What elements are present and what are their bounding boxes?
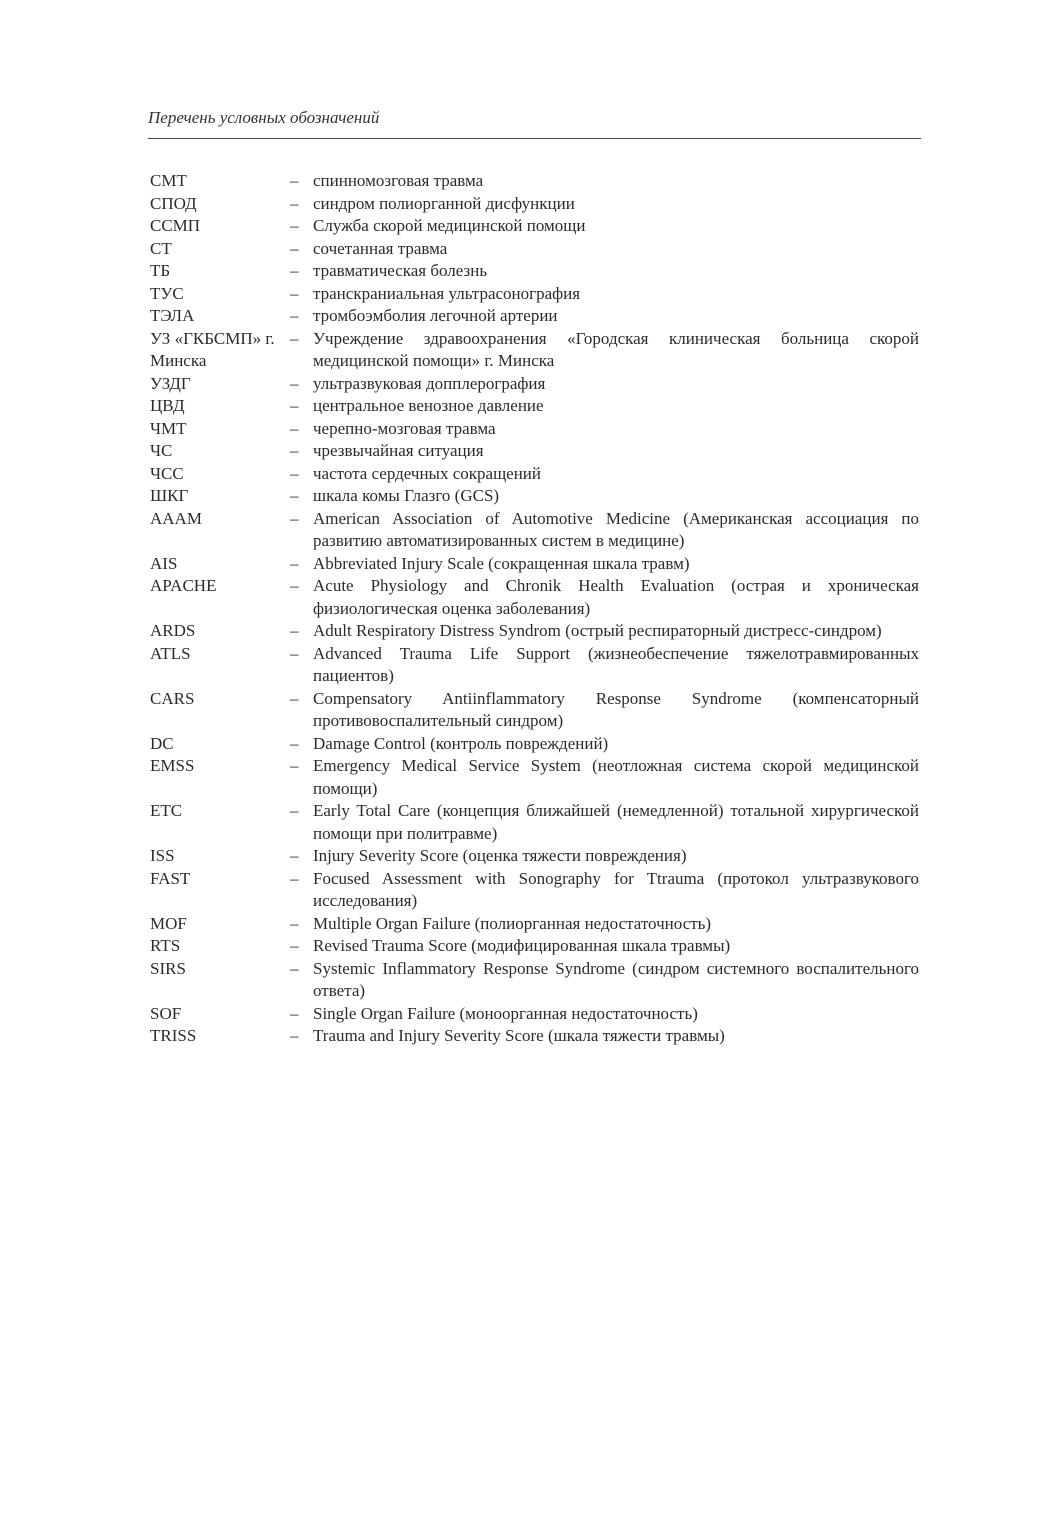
abbreviation-row	[150, 688, 919, 733]
abbreviation-dash: –	[290, 1003, 299, 1023]
abbreviation-row	[150, 755, 919, 800]
abbreviation-definition: Adult Respiratory Distress Syndrom (острый респираторный дистресс-синдром)	[313, 621, 882, 640]
abbreviation-term: EMSS	[150, 756, 195, 775]
abbreviation-term: СТ	[150, 238, 172, 258]
abbreviation-definition: Учреждение здравоохранения «Городская клиническая больница скорой медицинской помощи» г. Минска	[313, 328, 919, 370]
abbreviation-dash: –	[290, 396, 299, 415]
abbreviation-row	[150, 958, 919, 1003]
abbreviation-row	[150, 553, 919, 576]
abbreviation-definition: Trauma and Injury Severity Score (шкала тяжести травмы)	[313, 1026, 725, 1045]
abbreviation-dash: –	[290, 193, 299, 213]
abbreviation-definition: Damage Control (контроль повреждений)	[313, 733, 609, 753]
abbreviation-dash: –	[290, 171, 299, 190]
abbreviation-definition: транскраниальная ультрасонография	[313, 283, 581, 303]
abbreviation-definition: спинномозговая травма	[313, 171, 484, 190]
abbreviation-definition: сочетанная травма	[313, 238, 448, 258]
abbreviation-dash: –	[290, 261, 299, 280]
abbreviation-term: УЗДГ	[150, 373, 191, 393]
abbreviation-definition: черепно-мозговая травма	[313, 418, 496, 438]
abbreviation-row	[150, 328, 919, 373]
abbreviation-term: ТУС	[150, 283, 184, 303]
abbreviation-row	[150, 643, 919, 688]
abbreviation-dash: –	[290, 216, 299, 235]
abbreviation-definition: Systemic Inflammatory Response Syndrome (синдром системного воспалительного ответа)	[313, 958, 919, 1000]
abbreviation-definition: чрезвычайная ситуация	[313, 441, 484, 460]
abbreviation-term: ETC	[150, 801, 183, 820]
abbreviation-row	[150, 238, 919, 261]
abbreviation-dash: –	[290, 801, 299, 820]
abbreviation-term: FAST	[150, 868, 191, 888]
abbreviation-dash: –	[290, 733, 299, 753]
abbreviation-row	[150, 1003, 919, 1026]
abbreviation-definition: Injury Severity Score (оценка тяжести повреждения)	[313, 846, 687, 865]
abbreviation-term: ISS	[150, 846, 175, 865]
abbreviation-definition: центральное венозное давление	[313, 396, 544, 415]
abbreviation-dash: –	[290, 373, 299, 393]
abbreviation-row	[150, 193, 919, 216]
abbreviation-dash: –	[290, 936, 299, 955]
abbreviation-row	[150, 373, 919, 396]
abbreviation-row	[150, 215, 919, 238]
abbreviation-term: ТБ	[150, 261, 171, 280]
abbreviation-definition: Focused Assessment with Sonography for Ttrauma (протокол ультразвукового исследования)	[313, 868, 919, 910]
abbreviation-row	[150, 935, 919, 958]
abbreviation-definition: American Association of Automotive Medicine (Американская ассоциация по развитию автоматизированных систем в медицине)	[313, 508, 919, 550]
abbreviation-dash: –	[290, 688, 299, 708]
abbreviation-dash: –	[290, 508, 299, 528]
abbreviation-dash: –	[290, 553, 299, 573]
abbreviation-definition: ультразвуковая допплерография	[313, 373, 546, 393]
abbreviation-definition: Acute Physiology and Chronik Health Evaluation (острая и хроническая физиологическая оценка заболевания)	[313, 576, 919, 618]
abbreviation-row	[150, 485, 919, 508]
abbreviation-definition: тромбоэмболия легочной артерии	[313, 306, 558, 325]
abbreviation-term: RTS	[150, 936, 181, 955]
abbreviation-term: CARS	[150, 688, 195, 708]
abbreviation-list	[150, 170, 919, 1048]
abbreviation-term: MOF	[150, 913, 187, 933]
abbreviation-definition: Emergency Medical Service System (неотложная система скорой медицинской помощи)	[313, 756, 919, 798]
abbreviation-term: СПОД	[150, 193, 197, 213]
abbreviation-dash: –	[290, 441, 299, 460]
abbreviation-row	[150, 1025, 919, 1048]
abbreviation-definition: Compensatory Antiinflammatory Response Syndrome (компенсаторный противовоспалительный синдром)	[313, 688, 919, 730]
abbreviation-term: ARDS	[150, 621, 196, 640]
abbreviation-definition: Early Total Care (концепция ближайшей (немедленной) тотальной хирургической помощи при политравме)	[313, 801, 919, 843]
header-divider	[148, 138, 921, 139]
abbreviation-row	[150, 283, 919, 306]
abbreviation-term: APACHE	[150, 576, 217, 595]
abbreviation-term: DC	[150, 733, 174, 753]
abbreviation-row	[150, 170, 919, 193]
abbreviation-row	[150, 733, 919, 756]
abbreviation-row	[150, 800, 919, 845]
abbreviation-term: СМТ	[150, 171, 187, 190]
abbreviation-dash: –	[290, 486, 299, 505]
abbreviation-term: ATLS	[150, 643, 191, 663]
abbreviation-term: ШКГ	[150, 486, 189, 505]
abbreviation-term: SIRS	[150, 958, 186, 978]
abbreviation-definition: Abbreviated Injury Scale (сокращенная шкала травм)	[313, 553, 690, 573]
abbreviation-row	[150, 305, 919, 328]
abbreviation-definition: Служба скорой медицинской помощи	[313, 216, 586, 235]
abbreviation-term: ЧМТ	[150, 418, 187, 438]
abbreviation-dash: –	[290, 576, 299, 595]
abbreviation-dash: –	[290, 643, 299, 663]
abbreviation-definition: Single Organ Failure (моноорганная недостаточность)	[313, 1003, 698, 1023]
abbreviation-definition: частота сердечных сокращений	[313, 463, 541, 483]
abbreviation-dash: –	[290, 756, 299, 775]
abbreviation-dash: –	[290, 621, 299, 640]
abbreviation-dash: –	[290, 328, 299, 348]
abbreviation-row	[150, 868, 919, 913]
abbreviation-term: AAAM	[150, 508, 202, 528]
abbreviation-definition: синдром полиорганной дисфункции	[313, 193, 575, 213]
abbreviation-dash: –	[290, 958, 299, 978]
abbreviation-term: ССМП	[150, 216, 201, 235]
abbreviation-row	[150, 575, 919, 620]
abbreviation-definition: Revised Trauma Score (модифицированная шкала травмы)	[313, 936, 731, 955]
abbreviation-term: ЧСС	[150, 463, 184, 483]
abbreviation-term: AIS	[150, 553, 178, 573]
abbreviation-row	[150, 508, 919, 553]
running-header-title: Перечень условных обозначений	[148, 108, 380, 127]
abbreviation-definition: шкала комы Глазго (GCS)	[313, 486, 500, 505]
abbreviation-term: TRISS	[150, 1026, 197, 1045]
abbreviation-definition: Multiple Organ Failure (полиорганная недостаточность)	[313, 913, 712, 933]
abbreviation-term: ЦВД	[150, 396, 185, 415]
abbreviation-definition: травматическая болезнь	[313, 261, 488, 280]
abbreviation-dash: –	[290, 283, 299, 303]
abbreviation-definition: Advanced Trauma Life Support (жизнеобеспечение тяжелотравмированных пациентов)	[313, 643, 919, 685]
abbreviation-dash: –	[290, 238, 299, 258]
abbreviation-row	[150, 260, 919, 283]
abbreviation-row	[150, 395, 919, 418]
abbreviation-dash: –	[290, 913, 299, 933]
abbreviation-row	[150, 440, 919, 463]
abbreviation-dash: –	[290, 868, 299, 888]
abbreviation-dash: –	[290, 463, 299, 483]
abbreviation-term: ТЭЛА	[150, 306, 195, 325]
abbreviation-term: ЧС	[150, 441, 173, 460]
abbreviation-dash: –	[290, 418, 299, 438]
abbreviation-term: SOF	[150, 1003, 182, 1023]
abbreviation-row	[150, 463, 919, 486]
abbreviation-row	[150, 845, 919, 868]
abbreviation-row	[150, 913, 919, 936]
abbreviation-dash: –	[290, 306, 299, 325]
abbreviation-row	[150, 418, 919, 441]
abbreviation-row	[150, 620, 919, 643]
abbreviation-dash: –	[290, 1026, 299, 1045]
abbreviation-dash: –	[290, 846, 299, 865]
abbreviation-term: УЗ «ГКБСМП» г. Минска	[150, 328, 275, 370]
